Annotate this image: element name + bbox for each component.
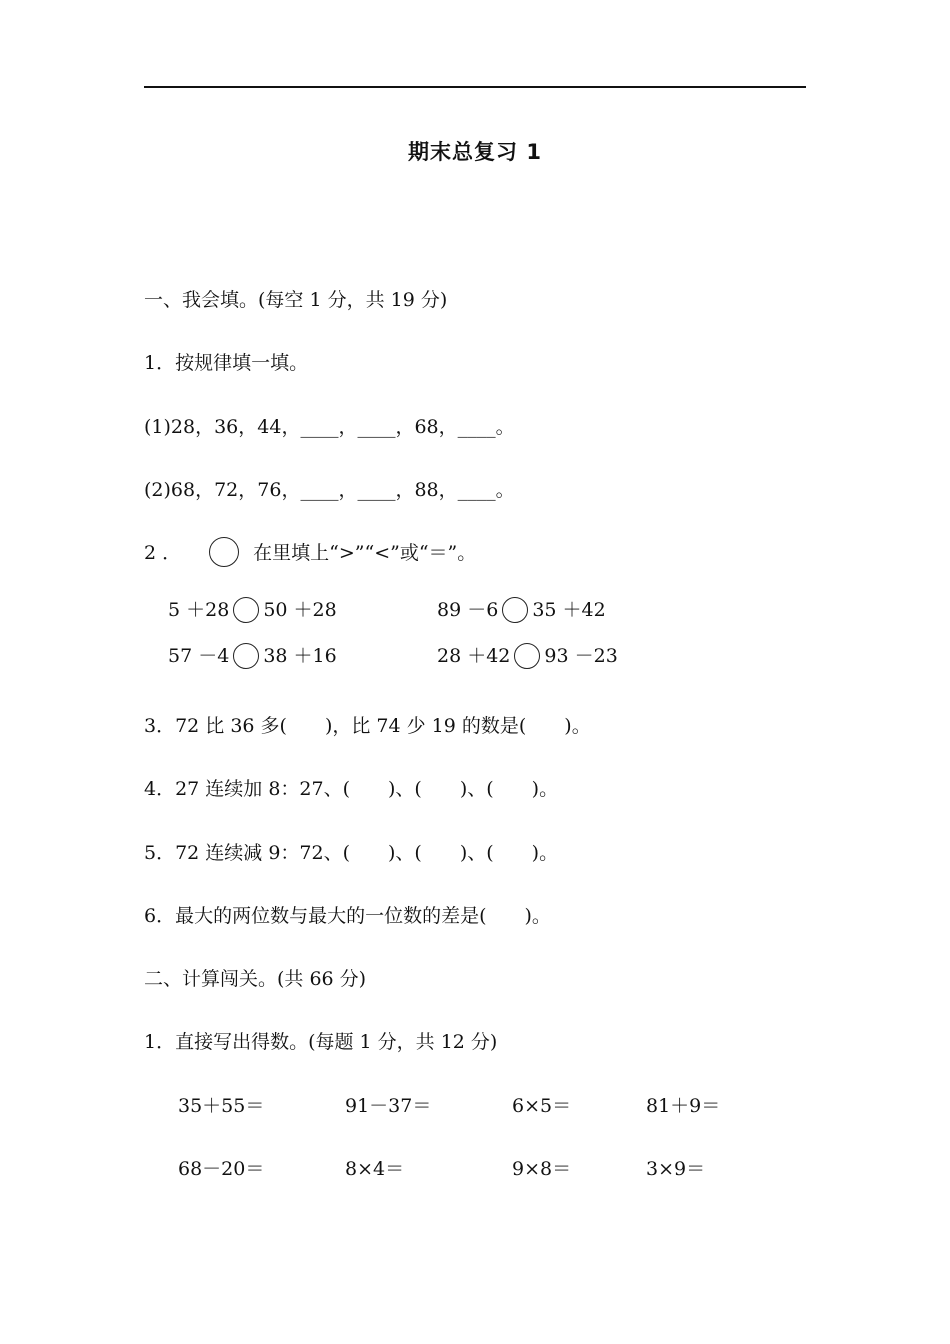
comparison-item <box>168 641 337 671</box>
comparison-left: 28 ＋42 <box>437 645 511 667</box>
comparison-right: 38 ＋16 <box>263 645 337 667</box>
calc-item: 9×8＝ <box>512 1158 572 1180</box>
comparison-right: 50 ＋28 <box>263 599 337 621</box>
calc-prompt: 1．直接写出得数。(每题 1 分，共 12 分) <box>144 1031 498 1053</box>
q3-text: 3．72 比 36 多( )，比 74 少 19 的数是( )。 <box>144 715 591 737</box>
comparison-right: 35 ＋42 <box>532 599 606 621</box>
page-title: 期末总复习 1 <box>408 140 542 164</box>
q1-sequence-2: (2)68，72，76，____，____，88，____。 <box>144 479 515 501</box>
q2-prompt: 在里填上“>”“<”或“＝”。 <box>253 542 477 564</box>
calc-item: 35＋55＝ <box>178 1095 265 1117</box>
answer-circle[interactable] <box>514 643 540 669</box>
comparison-item <box>437 641 618 671</box>
q2-prompt-line <box>144 539 476 569</box>
section1-heading: 一、我会填。(每空 1 分，共 19 分) <box>144 289 448 311</box>
comparison-left: 5 ＋28 <box>168 599 230 621</box>
calc-item: 91－37＝ <box>345 1095 432 1117</box>
q5-text: 5．72 连续减 9：72、( )、( )、( )。 <box>144 842 559 864</box>
answer-circle[interactable] <box>233 643 259 669</box>
section2-heading: 二、计算闯关。(共 66 分) <box>144 968 367 990</box>
q4-text: 4．27 连续加 8：27、( )、( )、( )。 <box>144 778 559 800</box>
calc-item: 68－20＝ <box>178 1158 265 1180</box>
q1-sequence-1: (1)28，36，44，____，____，68，____。 <box>144 416 515 438</box>
header-rule <box>144 86 806 88</box>
comparison-left: 89 －6 <box>437 599 499 621</box>
comparison-item <box>437 595 606 625</box>
answer-circle[interactable] <box>502 597 528 623</box>
calc-item: 6×5＝ <box>512 1095 572 1117</box>
comparison-left: 57 －4 <box>168 645 230 667</box>
comparison-right: 93 －23 <box>544 645 618 667</box>
q2-number: 2 ． <box>144 542 182 564</box>
comparison-item <box>168 595 337 625</box>
q1-prompt: 1．按规律填一填。 <box>144 352 309 374</box>
calc-item: 81＋9＝ <box>646 1095 721 1117</box>
comparison-circle-icon <box>209 537 239 567</box>
q6-text: 6．最大的两位数与最大的一位数的差是( )。 <box>144 905 551 927</box>
answer-circle[interactable] <box>233 597 259 623</box>
calc-item: 3×9＝ <box>646 1158 706 1180</box>
calc-item: 8×4＝ <box>345 1158 405 1180</box>
